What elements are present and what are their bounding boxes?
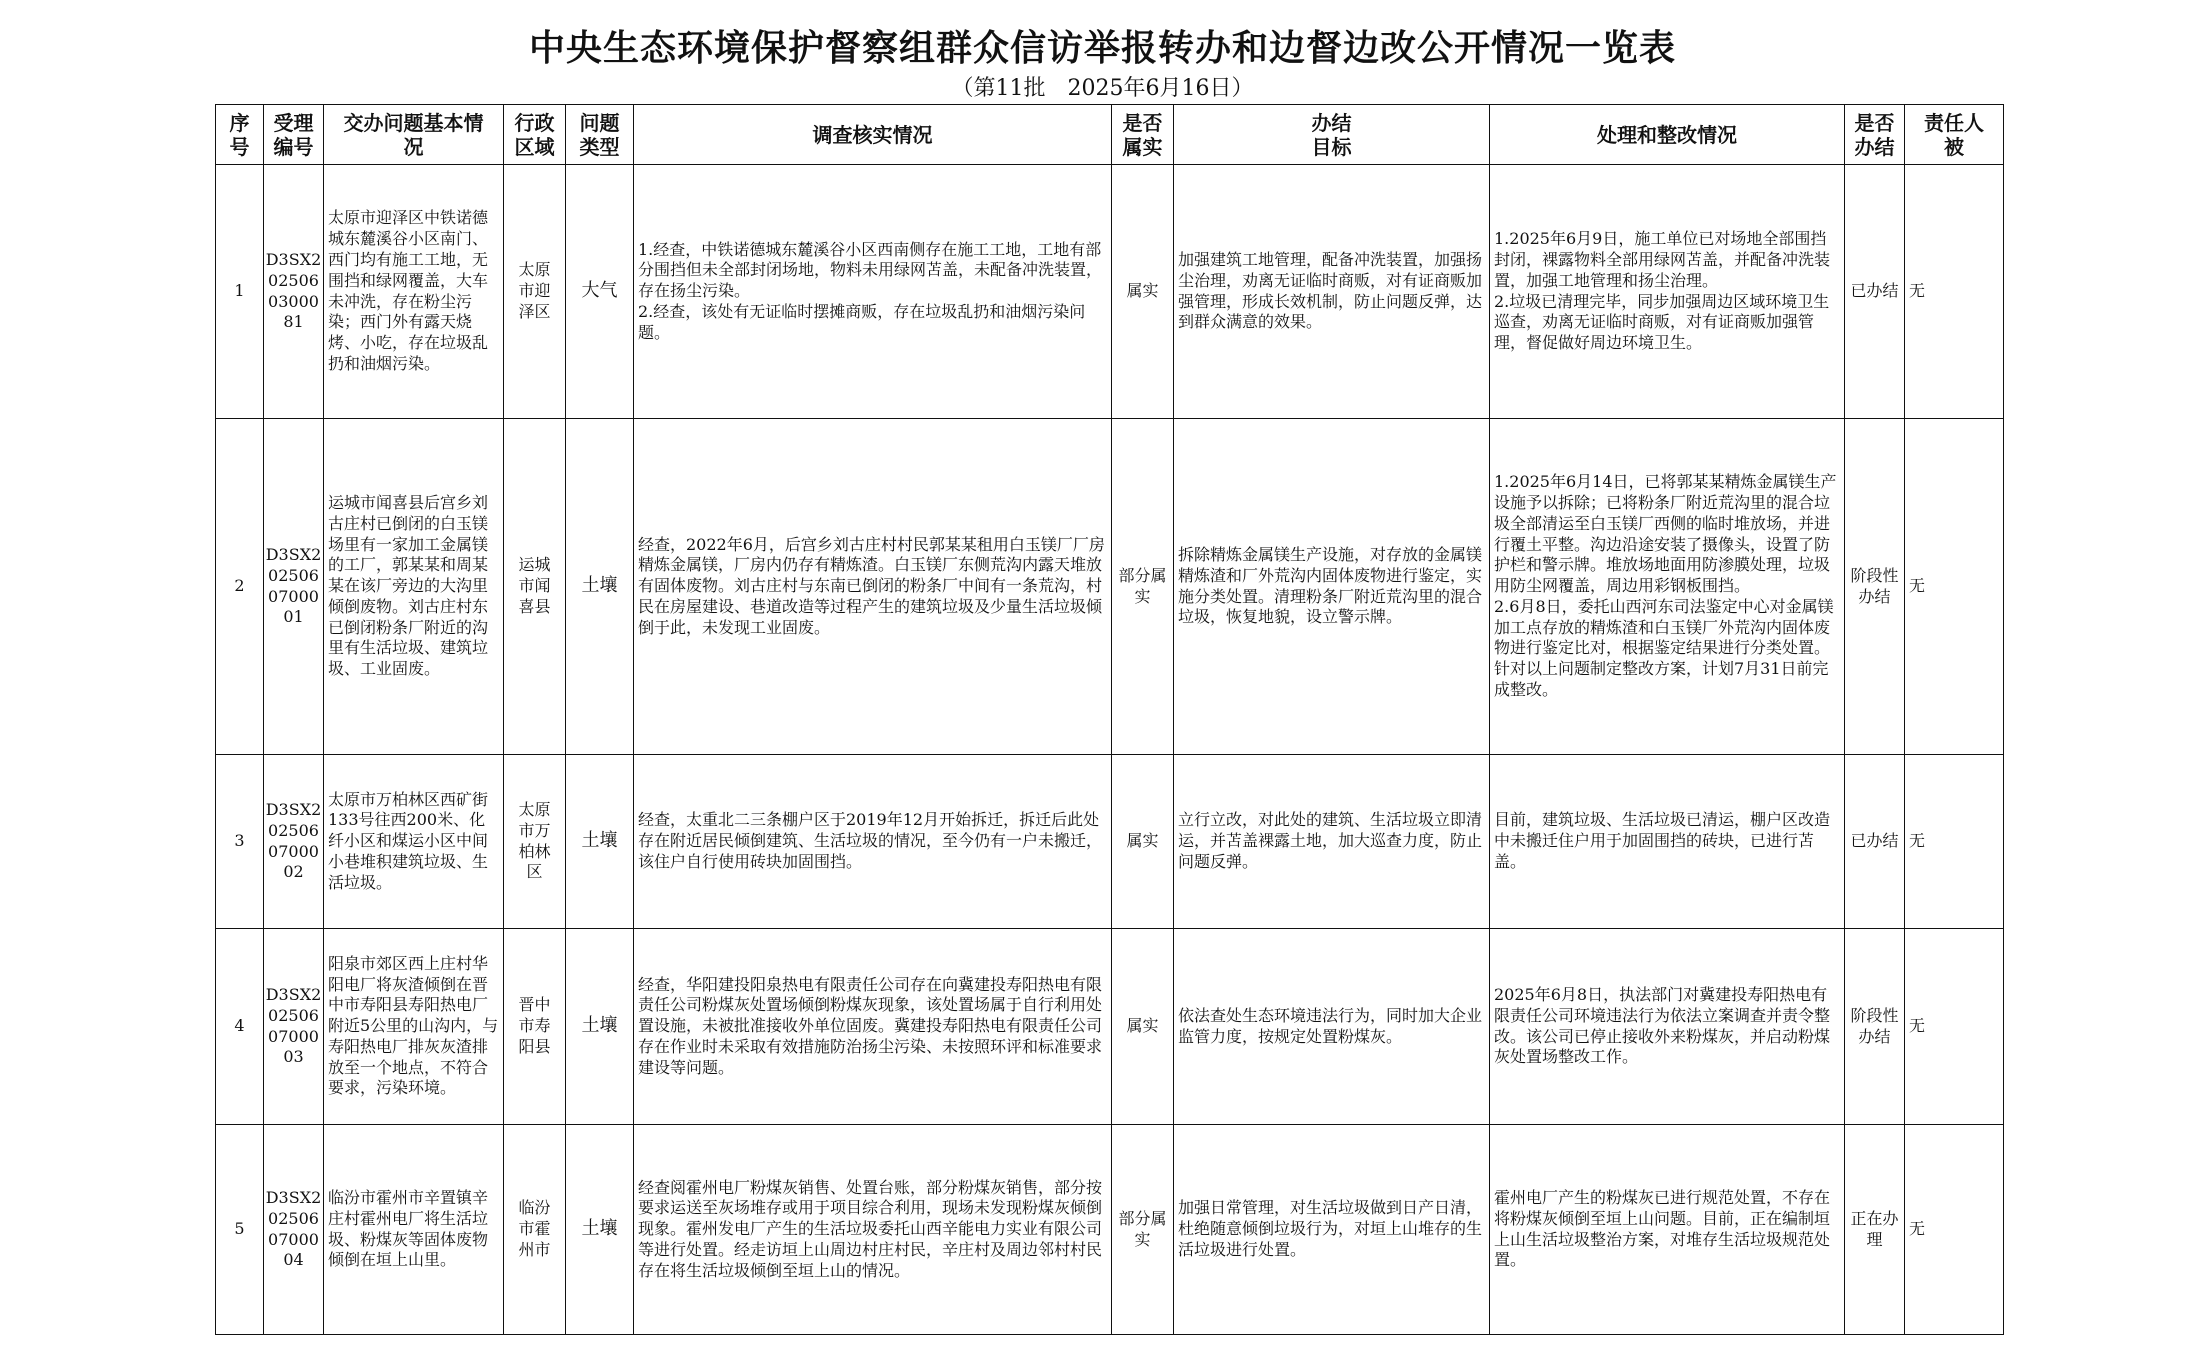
cell-handling: 目前，建筑垃圾、生活垃圾已清运，棚户区改造中未搬迁住户用于加固围挡的砖块，已进行苫盖。 [1490,755,1845,929]
cell-goal: 加强建筑工地管理，配备冲洗装置，加强扬尘治理，劝离无证临时商贩，对有证商贩加强管理，形成长效机制，防止问题反弹，达到群众满意的效果。 [1174,165,1490,419]
cell-handling: 霍州电厂产生的粉煤灰已进行规范处置，不存在将粉煤灰倾倒至垣上山问题。目前，正在编制垣上山生活垃圾整治方案，对堆存生活垃圾规范处置。 [1490,1125,1845,1335]
cell-handling: 2025年6月8日，执法部门对冀建投寿阳热电有限责任公司环境违法行为依法立案调查并责令整改。该公司已停止接收外来粉煤灰，并启动粉煤灰处置场整改工作。 [1490,929,1845,1125]
cell-seq: 3 [216,755,264,929]
cell-seq: 1 [216,165,264,419]
cell-region: 太原 市迎 泽区 [504,165,566,419]
header-code: 受理 编号 [264,105,324,165]
cell-accountable: 无 [1905,929,2004,1125]
table-row [216,419,2004,755]
cell-verified: 属实 [1112,755,1174,929]
cell-accountable: 无 [1905,419,2004,755]
cell-region: 临汾 市霍 州市 [504,1125,566,1335]
header-handling: 处理和整改情况 [1490,105,1845,165]
cell-code: D3SX2025060300081 [264,165,324,419]
cell-verified: 属实 [1112,929,1174,1125]
cell-type: 大气 [566,165,634,419]
cell-accountable: 无 [1905,165,2004,419]
cell-verified: 部分属 实 [1112,419,1174,755]
cell-code: D3SX2025060700003 [264,929,324,1125]
cell-investigation: 经查阅霍州电厂粉煤灰销售、处置台账，部分粉煤灰销售，部分按要求运送至灰场堆存或用于项目综合利用，现场未发现粉煤灰倾倒现象。霍州发电厂产生的生活垃圾委托山西辛能电力实业有限公司等进行处置。经走访垣上山周边村庄村民，辛庄村及周边邻村村民存在将生活垃圾倾倒至垣上山的情况。 [634,1125,1112,1335]
cell-seq: 5 [216,1125,264,1335]
table-row [216,929,2004,1125]
header-issue: 交办问题基本情 况 [324,105,504,165]
cell-verified: 属实 [1112,165,1174,419]
header-region: 行政 区域 [504,105,566,165]
header-verified: 是否 属实 [1112,105,1174,165]
cell-accountable: 无 [1905,1125,2004,1335]
cell-type: 土壤 [566,755,634,929]
table-row [216,755,2004,929]
cell-handling: 1.2025年6月9日，施工单位已对场地全部围挡封闭，裸露物料全部用绿网苫盖，并配备冲洗装置，加强工地管理和扬尘治理。 2.垃圾已清理完毕，同步加强周边区域环境卫生巡查，劝离无证临时商贩，对有证商贩加强管理，督促做好周边环境卫生。 [1490,165,1845,419]
header-row [216,105,2004,165]
cell-region: 运城 市闻 喜县 [504,419,566,755]
cell-region: 晋中 市寿 阳县 [504,929,566,1125]
cell-concluded: 已办结 [1845,165,1905,419]
header-type: 问题 类型 [566,105,634,165]
header-concluded: 是否 办结 [1845,105,1905,165]
cell-handling: 1.2025年6月14日，已将郭某某精炼金属镁生产设施予以拆除；已将粉条厂附近荒沟里的混合垃圾全部清运至白玉镁厂西侧的临时堆放场，并进行覆土平整。沟边沿途安装了摄像头，设置了防护栏和警示牌。堆放场地面用防渗膜处理，垃圾用防尘网覆盖，周边用彩钢板围挡。 2.6月8日，委托山西河东司法鉴定中心对金属镁加工点存放的精炼渣和白玉镁厂外荒沟内固体废物进行鉴定比对，根据鉴定结果进行分类处置。针对以上问题制定整改方案，计划7月31日前完成整改。 [1490,419,1845,755]
cell-code: D3SX2025060700004 [264,1125,324,1335]
cell-issue: 太原市万柏林区西矿街133号往西200米、化纤小区和煤运小区中间小巷堆积建筑垃圾、生活垃圾。 [324,755,504,929]
header-goal: 办结 目标 [1174,105,1490,165]
cell-concluded: 阶段性 办结 [1845,929,1905,1125]
cell-investigation: 1.经查，中铁诺德城东麓溪谷小区西南侧存在施工工地，工地有部分围挡但未全部封闭场地，物料未用绿网苫盖，未配备冲洗装置，存在扬尘污染。 2.经查，该处有无证临时摆摊商贩，存在垃圾乱扔和油烟污染问题。 [634,165,1112,419]
header-investigation: 调查核实情况 [634,105,1112,165]
cell-investigation: 经查，华阳建投阳泉热电有限责任公司存在向冀建投寿阳热电有限责任公司粉煤灰处置场倾倒粉煤灰现象，该处置场属于自行利用处置设施，未被批准接收外单位固废。冀建投寿阳热电有限责任公司存在作业时未采取有效措施防治扬尘污染、未按照环评和标准要求建设等问题。 [634,929,1112,1125]
cell-goal: 拆除精炼金属镁生产设施，对存放的金属镁精炼渣和厂外荒沟内固体废物进行鉴定，实施分类处置。清理粉条厂附近荒沟里的混合垃圾，恢复地貌，设立警示牌。 [1174,419,1490,755]
cell-seq: 2 [216,419,264,755]
cell-region: 太原 市万 柏林 区 [504,755,566,929]
cell-issue: 阳泉市郊区西上庄村华阳电厂将灰渣倾倒在晋中市寿阳县寿阳热电厂附近5公里的山沟内，与寿阳热电厂排灰灰渣排放至一个地点，不符合要求，污染环境。 [324,929,504,1125]
cell-code: D3SX2025060700002 [264,755,324,929]
report-table [215,104,2004,1335]
cell-code: D3SX2025060700001 [264,419,324,755]
cell-issue: 太原市迎泽区中铁诺德城东麓溪谷小区南门、西门均有施工工地，无围挡和绿网覆盖，大车未冲洗，存在粉尘污染；西门外有露天烧烤、小吃，存在垃圾乱扔和油烟污染。 [324,165,504,419]
cell-concluded: 正在办 理 [1845,1125,1905,1335]
cell-concluded: 已办结 [1845,755,1905,929]
cell-goal: 依法查处生态环境违法行为，同时加大企业监管力度，按规定处置粉煤灰。 [1174,929,1490,1125]
page-subtitle: （第11批 2025年6月16日） [951,76,1254,101]
cell-verified: 部分属 实 [1112,1125,1174,1335]
cell-issue: 临汾市霍州市辛置镇辛庄村霍州电厂将生活垃圾、粉煤灰等固体废物倾倒在垣上山里。 [324,1125,504,1335]
cell-investigation: 经查，2022年6月，后宫乡刘古庄村村民郭某某租用白玉镁厂厂房精炼金属镁，厂房内仍存有精炼渣。白玉镁厂东侧荒沟内露天堆放有固体废物。刘古庄村与东南已倒闭的粉条厂中间有一条荒沟，村民在房屋建设、巷道改造等过程产生的建筑垃圾及少量生活垃圾倾倒于此，未发现工业固废。 [634,419,1112,755]
table-row [216,165,2004,419]
page-title: 中央生态环境保护督察组群众信访举报转办和边督边改公开情况一览表 [528,27,1676,69]
cell-type: 土壤 [566,1125,634,1335]
cell-concluded: 阶段性 办结 [1845,419,1905,755]
cell-seq: 4 [216,929,264,1125]
cell-type: 土壤 [566,929,634,1125]
cell-goal: 加强日常管理，对生活垃圾做到日产日清，杜绝随意倾倒垃圾行为，对垣上山堆存的生活垃圾进行处置。 [1174,1125,1490,1335]
header-accountable: 责任人 被 [1905,105,2004,165]
cell-issue: 运城市闻喜县后宫乡刘古庄村已倒闭的白玉镁场里有一家加工金属镁的工厂，郭某某和周某某在该厂旁边的大沟里倾倒废物。刘古庄村东已倒闭粉条厂附近的沟里有生活垃圾、建筑垃圾、工业固废。 [324,419,504,755]
cell-type: 土壤 [566,419,634,755]
cell-investigation: 经查，太重北二三条棚户区于2019年12月开始拆迁，拆迁后此处存在附近居民倾倒建筑、生活垃圾的情况，至今仍有一户未搬迁，该住户自行使用砖块加固围挡。 [634,755,1112,929]
table-row [216,1125,2004,1335]
cell-goal: 立行立改，对此处的建筑、生活垃圾立即清运，并苫盖裸露土地，加大巡查力度，防止问题反弹。 [1174,755,1490,929]
header-seq: 序 号 [216,105,264,165]
cell-accountable: 无 [1905,755,2004,929]
